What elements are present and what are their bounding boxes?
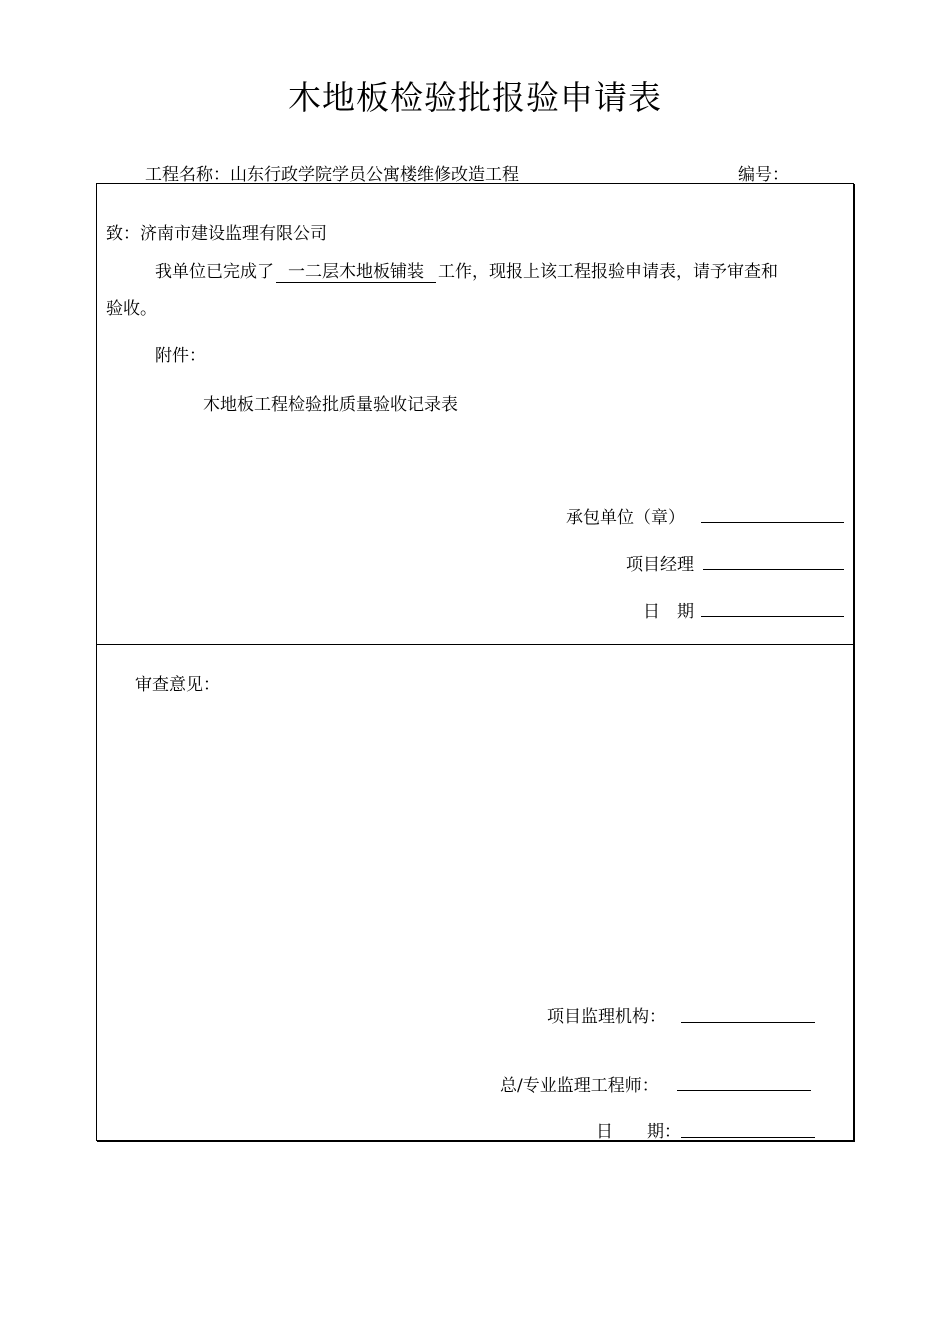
supervision-org-field[interactable] xyxy=(681,1022,815,1023)
manager-label: 项目经理 xyxy=(626,555,694,575)
contractor-label: 承包单位（章） xyxy=(566,508,685,528)
declaration-suffix: 工作，现报上该工程报验申请表，请予审查和 xyxy=(438,262,778,282)
form-title: 木地板检验批报验申请表 xyxy=(288,78,662,117)
form-table xyxy=(96,183,854,1141)
declaration-prefix: 我单位已完成了 xyxy=(155,262,274,282)
review-date-field[interactable] xyxy=(681,1137,815,1138)
attachment-item: 木地板工程检验批质量验收记录表 xyxy=(203,395,458,415)
review-opinion-label: 审查意见： xyxy=(135,675,220,695)
attachment-label: 附件： xyxy=(155,346,206,366)
declaration-continued: 验收。 xyxy=(106,299,157,319)
work-item-field[interactable]: 一二层木地板铺装 xyxy=(276,257,436,283)
declaration-line xyxy=(155,257,778,283)
application-date-field[interactable] xyxy=(701,616,844,617)
section-divider xyxy=(96,644,854,645)
review-date-label: 日 期： xyxy=(596,1122,681,1142)
project-label: 工程名称： xyxy=(145,165,230,185)
project-name-line xyxy=(145,160,519,185)
manager-signature-field[interactable] xyxy=(703,569,844,570)
serial-number-label: 编号： xyxy=(738,165,789,185)
supervising-engineer-label: 总/专业监理工程师： xyxy=(500,1076,659,1096)
supervising-engineer-field[interactable] xyxy=(677,1090,811,1091)
supervision-org-label: 项目监理机构： xyxy=(547,1007,666,1027)
application-date-label: 日 期 xyxy=(643,602,694,622)
project-name: 山东行政学院学员公寓楼维修改造工程 xyxy=(230,165,519,185)
contractor-signature-field[interactable] xyxy=(701,522,844,523)
addressee-line: 致：济南市建设监理有限公司 xyxy=(106,224,327,244)
